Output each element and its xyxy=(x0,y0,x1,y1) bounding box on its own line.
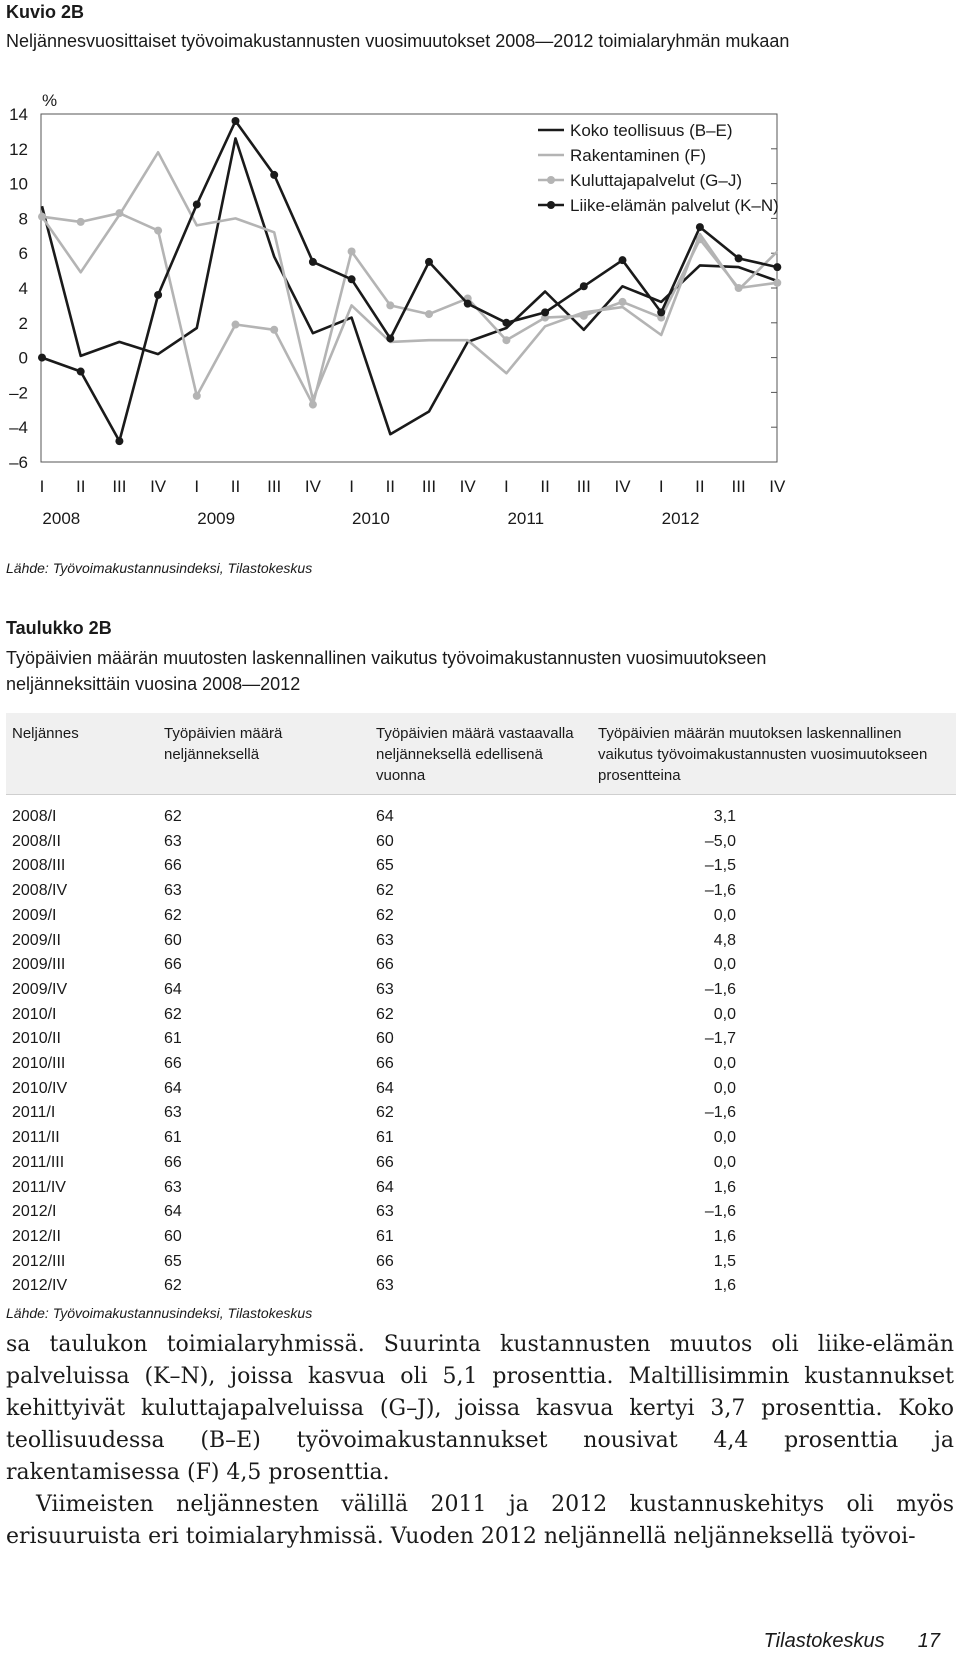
cell-days-prev: 61 xyxy=(376,1227,394,1245)
x-tick-label: IV xyxy=(769,477,786,496)
cell-quarter: 2010/III xyxy=(12,1055,66,1073)
cell-days: 62 xyxy=(164,906,182,924)
cell-days-prev: 62 xyxy=(376,882,394,900)
y-tick-label: –2 xyxy=(9,383,28,403)
table-row xyxy=(6,830,956,855)
table-source: Lähde: Työvoimakustannusindeksi, Tilastokeskus xyxy=(6,1305,313,1322)
page-number: 17 xyxy=(917,1630,940,1652)
series-point xyxy=(193,200,201,208)
cell-days: 66 xyxy=(164,1055,182,1073)
table-row xyxy=(6,1126,956,1151)
x-tick-label: II xyxy=(75,477,86,496)
table-row xyxy=(6,1101,956,1126)
figure xyxy=(6,0,954,590)
cell-effect: –1,6 xyxy=(704,1104,736,1122)
series-point xyxy=(154,227,162,235)
x-tick-label: III xyxy=(576,477,591,496)
cell-quarter: 2011/II xyxy=(12,1129,60,1147)
cell-days: 64 xyxy=(164,1203,182,1221)
cell-effect: –1,6 xyxy=(704,1203,736,1221)
y-tick-label: –4 xyxy=(9,418,28,438)
series-point xyxy=(619,256,627,264)
cell-quarter: 2011/I xyxy=(12,1104,56,1122)
y-tick-label: 6 xyxy=(18,244,28,264)
table-title: Työpäivien määrän muutosten laskennallinen vaikutus työvoimakustannusten vuosimuutokseen neljänneksittäin vuosina 2008—2012 xyxy=(6,648,767,694)
x-tick-label: III xyxy=(112,477,127,496)
cell-effect: 0,0 xyxy=(713,1153,736,1171)
cell-quarter: 2010/II xyxy=(12,1030,61,1048)
y-tick-label: 12 xyxy=(9,139,28,159)
cell-effect: 0,0 xyxy=(713,906,736,924)
series-point xyxy=(309,258,317,266)
cell-effect: –5,0 xyxy=(704,832,736,850)
header-days-prev: Työpäivien määrä vastaavalla neljänneksellä edellisenä vuonna xyxy=(370,713,592,795)
figure-title: Neljännesvuosittaiset työvoimakustannusten vuosimuutokset 2008—2012 toimialaryhmän mukaan xyxy=(6,31,790,51)
x-year-label: 2010 xyxy=(352,509,390,528)
series-layer xyxy=(38,117,781,445)
cell-days: 61 xyxy=(164,1129,182,1147)
legend-label: Kuluttajapalvelut (G–J) xyxy=(570,171,742,190)
x-tick-label: IV xyxy=(304,477,321,496)
x-year-label: 2012 xyxy=(661,509,700,528)
cell-quarter: 2010/IV xyxy=(12,1079,68,1097)
x-tick-label: II xyxy=(230,477,241,496)
series-line xyxy=(42,213,777,404)
cell-effect: 4,8 xyxy=(713,931,736,949)
cell-effect: 1,6 xyxy=(713,1227,736,1245)
table-row xyxy=(6,795,956,830)
legend-label: Koko teollisuus (B–E) xyxy=(570,121,733,140)
series-point xyxy=(115,209,123,217)
table-header-row xyxy=(6,713,956,795)
series-point xyxy=(38,354,46,362)
figure-source: Lähde: Työvoimakustannusindeksi, Tilastokeskus xyxy=(6,560,313,576)
x-tick-label: II xyxy=(540,477,550,496)
cell-days: 64 xyxy=(164,1079,182,1097)
x-year-label: 2009 xyxy=(197,509,236,528)
legend-marker xyxy=(547,176,555,184)
x-tick-label: IV xyxy=(459,477,476,496)
header-days: Työpäivien määrä neljänneksellä xyxy=(158,713,370,795)
cell-days-prev: 64 xyxy=(376,1079,394,1097)
series-point xyxy=(386,334,394,342)
cell-quarter: 2009/II xyxy=(12,931,61,949)
table-section xyxy=(6,610,954,1321)
x-tick-label: I xyxy=(194,477,200,496)
series-point xyxy=(773,279,781,287)
cell-quarter: 2012/IV xyxy=(12,1277,68,1295)
cell-quarter: 2009/IV xyxy=(12,980,68,998)
cell-quarter: 2008/I xyxy=(12,808,57,825)
y-tick-label: 10 xyxy=(9,174,28,194)
cell-days: 66 xyxy=(164,1153,182,1171)
x-tick-label: III xyxy=(267,477,282,496)
cell-days-prev: 63 xyxy=(376,980,394,998)
series-point xyxy=(115,437,123,445)
x-tick-label: I xyxy=(39,477,45,496)
cell-days-prev: 62 xyxy=(376,1005,394,1023)
series-point xyxy=(464,300,472,308)
x-tick-label: IV xyxy=(150,477,167,496)
cell-quarter: 2008/IV xyxy=(12,882,68,900)
y-axis-unit: % xyxy=(42,91,58,110)
line-chart xyxy=(6,86,806,546)
table-label: Taulukko 2B xyxy=(6,618,112,638)
cell-effect: 3,1 xyxy=(713,808,736,825)
cell-quarter: 2008/II xyxy=(12,832,61,850)
series-point xyxy=(232,321,240,329)
cell-quarter: 2012/II xyxy=(12,1227,61,1245)
x-tick-label: I xyxy=(504,477,509,496)
series-point xyxy=(657,308,665,316)
series-point xyxy=(502,319,510,327)
series-point xyxy=(773,263,781,271)
table-body xyxy=(6,795,956,1300)
table-row xyxy=(6,1176,956,1201)
cell-days: 62 xyxy=(164,1005,182,1023)
cell-effect: 0,0 xyxy=(713,1129,736,1147)
series-point xyxy=(696,223,704,231)
series-point xyxy=(38,213,46,221)
series-point xyxy=(580,282,588,290)
cell-days: 64 xyxy=(164,980,182,998)
table-row xyxy=(6,879,956,904)
cell-days: 60 xyxy=(164,1227,182,1245)
cell-quarter: 2009/I xyxy=(12,906,57,924)
y-tick-label: 2 xyxy=(18,313,28,333)
cell-days: 63 xyxy=(164,882,182,900)
table-row xyxy=(6,1027,956,1052)
cell-days: 65 xyxy=(164,1252,182,1270)
data-table xyxy=(6,713,956,1299)
cell-days: 66 xyxy=(164,857,182,875)
series-point xyxy=(619,298,627,306)
cell-days-prev: 60 xyxy=(376,1030,394,1048)
header-effect: Työpäivien määrän muutoksen laskennallinen vaikutus työvoimakustannusten vuosimuutokseen prosentteina xyxy=(592,713,956,795)
cell-days-prev: 64 xyxy=(376,1178,394,1196)
cell-quarter: 2012/III xyxy=(12,1252,66,1270)
x-tick-label: II xyxy=(695,477,705,496)
cell-days-prev: 66 xyxy=(376,1153,394,1171)
x-year-label: 2008 xyxy=(42,509,81,528)
cell-days: 60 xyxy=(164,931,182,949)
cell-days-prev: 66 xyxy=(376,956,394,974)
cell-effect: 0,0 xyxy=(713,1079,736,1097)
cell-days: 62 xyxy=(164,808,182,825)
series-point xyxy=(270,326,278,334)
table-row xyxy=(6,1225,956,1250)
cell-quarter: 2012/I xyxy=(12,1203,57,1221)
series-point xyxy=(502,336,510,344)
legend-label: Rakentaminen (F) xyxy=(570,146,707,165)
page-footer xyxy=(764,1630,940,1653)
table-row xyxy=(6,978,956,1003)
x-tick-label: III xyxy=(731,477,746,496)
cell-effect: –1,6 xyxy=(704,980,736,998)
series-point xyxy=(77,368,85,376)
cell-effect: –1,7 xyxy=(704,1030,736,1048)
footer-publisher: Tilastokeskus xyxy=(763,1630,885,1652)
table-row xyxy=(6,854,956,879)
x-year-label: 2011 xyxy=(507,509,545,528)
series-point xyxy=(735,284,743,292)
legend-label: Liike-elämän palvelut (K–N) xyxy=(570,196,779,215)
legend xyxy=(538,121,779,215)
series-point xyxy=(348,275,356,283)
series-point xyxy=(735,254,743,262)
cell-days-prev: 66 xyxy=(376,1055,394,1073)
cell-days-prev: 61 xyxy=(376,1129,394,1147)
cell-quarter: 2010/I xyxy=(12,1005,57,1023)
paragraph-2: Viimeisten neljännesten välillä 2011 ja 2012 kustannuskehitys oli myös erisuuruista eri toimialaryhmissä. Vuoden 2012 neljännellä neljänneksellä työvoi- xyxy=(6,1492,954,1549)
figure-label: Kuvio 2B xyxy=(6,2,85,22)
cell-effect: 1,5 xyxy=(713,1252,736,1270)
cell-days-prev: 66 xyxy=(376,1252,394,1270)
y-tick-label: 4 xyxy=(18,279,28,298)
series-point xyxy=(77,218,85,226)
y-tick-label: 0 xyxy=(18,348,28,368)
cell-days-prev: 60 xyxy=(376,832,394,850)
table-row xyxy=(6,929,956,954)
y-tick-label: 14 xyxy=(9,105,28,124)
table-row xyxy=(6,953,956,978)
cell-effect: 0,0 xyxy=(713,956,736,974)
series-point xyxy=(541,308,549,316)
series-point xyxy=(386,301,394,309)
body-text xyxy=(6,1329,954,1553)
series-point xyxy=(348,247,356,255)
series-point xyxy=(425,258,433,266)
series-point xyxy=(425,310,433,318)
cell-days-prev: 63 xyxy=(376,1203,394,1221)
cell-days: 62 xyxy=(164,1277,182,1295)
table-row xyxy=(6,904,956,929)
plot-frame xyxy=(41,114,777,462)
table-row xyxy=(6,1077,956,1102)
table-row xyxy=(6,1274,956,1299)
paragraph-1: sa taulukon toimialaryhmissä. Suurinta kustannusten muutos oli liike-elämän palveluissa (K–N), joissa kasvua oli 5,1 prosenttia. Maltillisimmin kustannukset kehittyivät kuluttajapalveluissa (G–J), joissa kasvua kertyi 3,7 prosenttia. Koko teollisuudessa (B–E) työvoimakustannukset nousivat 4,4 prosenttia ja rakentamisessa (F) 4,5 prosenttia. xyxy=(6,1332,954,1485)
table-row xyxy=(6,1151,956,1176)
cell-days-prev: 65 xyxy=(376,857,394,875)
table-row xyxy=(6,1003,956,1028)
table-row xyxy=(6,1052,956,1077)
cell-effect: 0,0 xyxy=(713,1055,736,1073)
cell-days: 61 xyxy=(164,1030,182,1048)
header-quarter: Neljännes xyxy=(6,713,158,795)
series-point xyxy=(696,235,704,243)
cell-quarter: 2011/IV xyxy=(12,1178,66,1196)
x-tick-label: IV xyxy=(614,477,631,496)
x-tick-label: I xyxy=(349,477,354,496)
x-tick-label: II xyxy=(385,477,396,496)
cell-days: 66 xyxy=(164,956,182,974)
series-point xyxy=(193,392,201,400)
cell-days-prev: 63 xyxy=(376,931,394,949)
cell-days-prev: 63 xyxy=(376,1277,394,1295)
x-tick-label: III xyxy=(421,477,437,496)
series-line xyxy=(42,121,777,441)
cell-days-prev: 62 xyxy=(376,906,394,924)
series-point xyxy=(232,117,240,125)
cell-quarter: 2008/III xyxy=(12,857,66,875)
series-point xyxy=(154,291,162,299)
x-axis xyxy=(40,477,786,528)
cell-days: 63 xyxy=(164,1178,182,1196)
x-tick-label: I xyxy=(658,477,664,496)
y-tick-label: –6 xyxy=(9,453,28,472)
cell-days: 63 xyxy=(164,1104,182,1122)
series-point xyxy=(309,401,317,409)
cell-days: 63 xyxy=(164,832,182,850)
cell-quarter: 2009/III xyxy=(12,956,66,974)
series-point xyxy=(580,312,588,320)
table-row xyxy=(6,1200,956,1225)
legend-marker xyxy=(547,201,555,209)
cell-effect: 1,6 xyxy=(713,1178,736,1196)
y-tick-label: 8 xyxy=(18,209,28,229)
cell-days-prev: 64 xyxy=(376,808,394,825)
cell-effect: 0,0 xyxy=(713,1005,736,1023)
cell-days-prev: 62 xyxy=(376,1104,394,1122)
cell-quarter: 2011/III xyxy=(12,1153,65,1171)
table-row xyxy=(6,1250,956,1275)
cell-effect: –1,6 xyxy=(704,882,736,900)
cell-effect: 1,6 xyxy=(713,1277,736,1295)
cell-effect: –1,5 xyxy=(704,857,736,875)
series-point xyxy=(270,171,278,179)
